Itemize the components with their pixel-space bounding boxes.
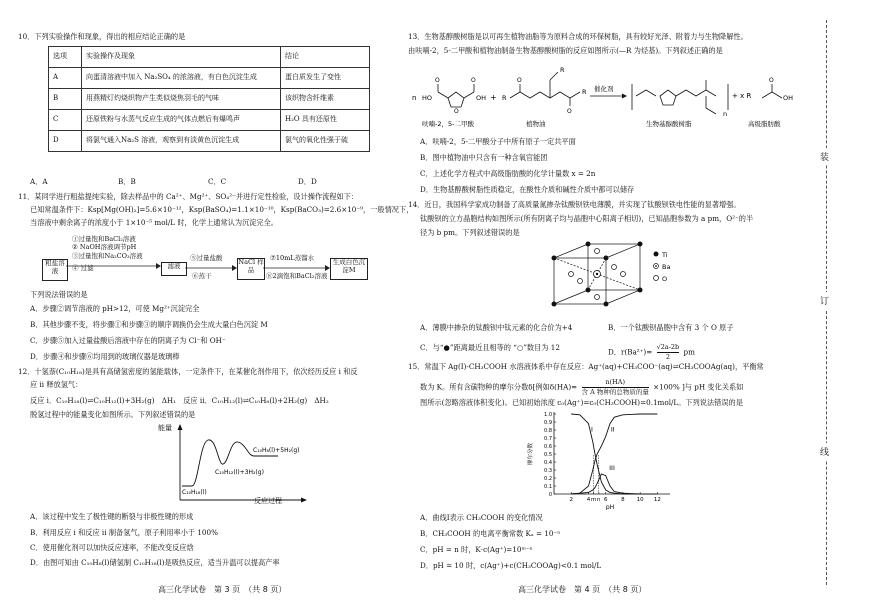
q15-option-b: B．CH₃COOH 的电离平衡常数 Kₐ = 10⁻ⁿ [420,529,561,538]
q13-option-d: D．生物基醇酸树脂性质稳定，在酸性介质和碱性介质中都可以储存 [420,185,635,194]
x-axis-label: pH [605,504,615,510]
q15-fraction-chart [526,408,676,510]
svg-text:O: O [517,77,522,84]
level-c10h12: C₁₀H₁₂(l)+3H₂(g) [215,469,264,476]
y-tick-label: 0.6 [544,444,552,450]
svg-text:O: O [435,77,440,84]
binding-margin [812,0,862,603]
q14-line3: 径为 b pm。下列叙述错误的是 [420,228,520,237]
svg-text:R: R [582,88,587,96]
y-tick-label: 0.2 [544,476,552,482]
y-tick-label: 0.4 [544,460,552,466]
binding-char: 装 [820,148,829,165]
x-tick-label: 6 [603,497,608,503]
flow-arrow-1 [66,258,161,273]
q11-option-b: B．其他步骤不变，将步骤①和步骤③的顺序调换仍会生成大量白色沉淀 M [30,320,268,329]
svg-text:R: R [502,94,507,102]
legend-ti-marker [654,252,659,257]
q11-ask: 下列说法错误的是 [30,290,88,299]
furan-dicarboxylic-acid-structure [438,84,474,107]
footer-right: 高三化学试卷 第 4 页 （共 8 页） [518,585,647,594]
flow-arrow-3 [263,262,330,274]
table-row [49,47,370,68]
table-row [49,68,370,89]
left-page [8,0,414,603]
legend-ba: Ba [662,263,671,271]
flow-step: ①过量饱和BaCl₂溶液 [72,235,136,243]
table-cell: 用燕精灯灼烧织物产生类似烧焦羽毛的气味 [82,89,281,110]
q11-option-a: A．步骤②调节溶液的 pH>12，可使 Mg²⁺沉淀完全 [30,304,200,313]
scheme-label-fatty-acid: 高级脂肪酸 [748,120,781,128]
q15-line2-a: 数为 K。所有含碳物种的摩尔分数δ[例如δ(HA)= [420,382,578,392]
flow-step: ② NaOH溶液调节pH [72,243,137,252]
q14-option-b: B．一个钛酸钡晶胞中含有 3 个 O 原子 [608,323,734,332]
svg-text:HO: HO [422,94,433,102]
q12-line2: 应 ii 释放氢气： [30,380,83,389]
y-tick-label: 0.3 [544,468,552,474]
table-row [49,131,370,152]
q15-fraction [582,378,649,397]
scheme-catalyst: 催化剂 [594,85,614,93]
flow-step-8: ⑧2滴饱和BaCl₂溶液 [266,272,328,280]
binding-char: 线 [820,443,829,460]
svg-text:OH: OH [476,94,487,102]
table-header: 结论 [281,47,370,68]
fraction-numerator: n(HA) [582,378,649,388]
q11-option-d: D．步骤④和步骤⑥均用到的玻璃仪器是玻璃棒 [30,352,180,361]
footer-left: 高三化学试卷 第 3 页 （共 8 页） [158,585,287,594]
flow-step-6: ⑥蒸干 [192,272,212,280]
q15-option-a: A．曲线Ⅰ表示 CH₃COOH 的变化情况 [420,513,543,522]
table-cell: H₂O 具有还原性 [281,110,370,131]
alkyd-resin-structure [632,80,728,114]
q13-option-a: A．呋喃-2，5-二甲酸分子中所有原子一定共平面 [420,137,576,146]
y-tick-label: 0.7 [544,436,552,442]
q10-option-d: D．D [298,177,317,186]
flow-step: ③过量饱和Na₂CO₃溶液 [72,251,143,260]
y-tick-label: 0 [548,492,552,498]
q15-line2-b: ×100% ]与 pH 变化关系如 [653,382,744,392]
scheme-plus: + [490,93,497,102]
svg-text:O: O [454,108,459,115]
svg-text:O: O [471,77,476,84]
q15-line1: 15．常温下 Ag(I)-CH₃COOH 水溶液体系中存在反应：Ag⁺(aq)+CH₃COO⁻(aq)⇌CH₃COOAg(aq)，平衡常 [408,362,764,371]
table-cell: 将氯气通入Na₂S 溶液，观察到有淡黄色沉淀生成 [82,131,281,152]
right-page [408,0,800,603]
svg-text:OH: OH [783,94,794,102]
q14-option-a: A．薄膜中掺杂的钛酸钡中钛元素的化合价为+4 [420,323,573,332]
q11-option-c: C．步骤⑤加入过量盐酸后溶液中存在的阴离子为 Cl⁻和 OH⁻ [30,336,226,345]
q12-line3: 反应 i．C₁₀H₁₈(l)⇌C₁₀H₁₂(l)+3H₂(g) ΔH₁ 反应 ii．C₁₀H₁₂(l)⇌C₁₀H₈(l)+2H₂(g) ΔH₂ [30,396,329,405]
series-label: II [610,425,615,434]
table-cell: C [49,110,82,131]
q13-option-b: B．图中植物油中只含有一种含氧官能团 [420,153,548,162]
fraction-numerator: √2a-2b [656,343,680,351]
flow-step-7: ⑦10mL蒸馏水 [270,254,315,262]
level-c10h8: C₁₀H₈(l)+5H₂(g) [253,447,300,454]
q15-line3: 图所示(忽略溶液体积变化)。已知初始浓度 c₀(Ag⁺)=c₀(CH₃COOH)=0.1mol/L。下列说法错误的是 [420,398,743,407]
svg-text:O: O [769,77,774,84]
table-header: 实验操作及现象 [82,47,281,68]
y-axis-label: 摩尔分数 [528,442,534,466]
q15-option-d: D．pH = 10 时，c(Ag⁺)+c(CH₃COOAg)<0.1 mol/L [420,561,602,570]
energy-x-label: 反应过程 [254,497,282,505]
q10-option-b: B．B [118,177,136,186]
q14-option-d-fraction [657,343,680,362]
x-tick-label: 10 [636,497,644,503]
svg-text:n: n [723,110,728,118]
q10-option-c: C．C [208,177,227,186]
scheme-n: n [412,94,417,102]
q15-option-c: C．pH = n 时，K·c(Ag⁺)=10ᵐ⁻ⁿ [420,545,533,554]
q13-line1: 13．生物基醇酸树脂是以可再生植物油脂等为原料合成的环保树脂，具有较好光泽、附着力与生物降解性。 [408,32,748,41]
x-tick-label: 4 [586,497,591,503]
table-cell: 还原铁粉与水蒸气反应生成的气体点燃后有爆鸣声 [82,110,281,131]
table-cell: 蛋白质发生了变性 [281,68,370,89]
flow-step-5: ⑤过量盐酸 [190,254,223,262]
energy-y-label: 能量 [158,424,172,432]
q12-option-a: A．该过程中发生了极性键的断裂与非极性键的形成 [30,512,194,521]
x-tick-label: m [590,497,597,503]
q12-line1: 12．十氢萘(C₁₀H₁₈)是具有高储氢密度的氢能载体，一定条件下，在某催化剂作用下，依次经历反应 i 和反 [18,367,358,376]
table-cell: D [49,131,82,152]
q14-option-d-text: D．r(Ba²⁺)= [608,347,653,357]
q11-line1: 11．某同学进行粗盐提纯实验，除去样品中的 Ca²⁺、Mg²⁺、SO₄²⁻并进行定性检验，设计操作流程如下： [18,192,359,201]
flow-box-filtrate: 滤液 [161,262,187,276]
table-cell: 氯气的氧化性强于硫 [281,131,370,152]
series-label: I [591,425,593,434]
flow-arrow-2 [185,262,237,274]
q12-energy-diagram [158,420,308,508]
q12-option-d: D．由图可知由 C₁₀H₈(l)储氢制 C₁₀H₁₈(l)是吸热反应，适当升温可以提高产率 [30,558,280,567]
q14-line1: 14．近日，我国科学家成功制备了高质量氮掺杂钛酸钡铁电薄膜，并实现了钛酸钡铁电性能的显著增强。 [408,200,741,209]
y-tick-label: 0.5 [544,452,552,458]
q13-option-c: C．上述化学方程式中高级脂肪酸的化学计量数 x = 2n [420,169,596,178]
scheme-label-acid: 呋喃-2，5-二甲酸 [422,120,474,128]
table-row [49,110,370,131]
q13-line2: 由呋喃-2，5-二甲酸和植物油制备生物基醇酸树脂的反应如图所示(—R 为烃基)。下列叙述正确的是 [408,46,723,55]
y-tick-label: 0.9 [544,420,552,426]
q12-line4: 脱氢过程中的能量变化如图所示。下列叙述错误的是 [30,410,196,419]
table-row [49,89,370,110]
table-cell: 该织物含纤维素 [281,89,370,110]
q15-line2 [420,378,743,397]
flow-step: ④ 过滤 [72,264,94,273]
q13-reaction-scheme [410,58,798,128]
q14-option-d-unit: pm [683,347,695,357]
y-tick-label: 1.0 [544,412,552,418]
series-label: III [609,464,615,472]
x-tick-label: 8 [621,497,625,503]
fraction-denominator: 含 A 物种的总物质的量 [581,387,649,396]
q11-line2: 已知常温条件下：Ksp[Mg(OH)₂]=5.6×10⁻¹²，Ksp(BaSO₄)=1.1×10⁻¹⁰，Ksp(BaCO₃)=2.6×10⁻⁹，一般情况下， [30,205,414,214]
flow-box-precipitate: 生成白色沉淀M [330,258,368,280]
legend-o-marker [654,276,659,281]
q10-option-a: A．A [30,177,48,186]
flow-box-crude: 粗盐溶液 [42,259,68,281]
table-cell: A [49,68,82,89]
x-tick-label: 2 [569,497,573,503]
series-line-III [571,474,657,494]
q11-line3: 当溶液中剩余离子的浓度小于 1×10⁻⁵ mol/L 时，化学上通常认为沉淀完全。 [30,218,278,227]
legend-o: O [662,275,668,283]
scheme-coef: + x R [732,92,752,100]
flow-box-nacl: NaCl 样品 [237,258,265,280]
svg-text:O: O [567,108,572,115]
table-header: 选项 [49,47,82,68]
y-tick-label: 0.1 [544,484,552,490]
svg-text:R: R [560,66,565,74]
q12-option-b: B．利用反应 i 和反应 ii 制备氢气，原子利用率小于 100% [30,528,218,537]
y-tick-label: 0.8 [544,428,552,434]
q14-option-c: C．与“●”距离最近且相等的 “○”数目为 12 [420,343,560,352]
x-tick-label: n [597,497,601,503]
scheme-label-oil: 植物油 [526,120,546,128]
q10-stem: 10．下列实验操作和现象，得出的相应结论正确的是 [18,32,186,41]
q14-line2: 钛酸钡的立方晶胞结构如图所示(所有阴离子均与晶胞中心阳离子相切)，已知晶胞参数为 a pm，O²⁻的半 [420,214,754,223]
scheme-label-resin: 生物基醇酸树脂 [646,120,692,128]
q14-option-d [608,343,695,362]
q12-option-c: C．使用催化剂可以加快反应速率，不能改变反应焓 [30,543,194,552]
table-cell: B [49,89,82,110]
q14-unit-cell [548,240,688,308]
fraction-denominator: 2 [665,352,670,361]
legend-ti: Ti [662,251,668,259]
x-tick-label: 12 [653,497,661,503]
table-cell: 向蛋清溶液中加入 Na₂SO₄ 的浓溶液，有白色沉淀生成 [82,68,281,89]
q10-table [48,46,370,152]
binding-char: 订 [820,292,829,309]
fatty-acid-structure [762,84,782,98]
level-c10h18: C₁₀H₁₈(l) [182,489,207,496]
